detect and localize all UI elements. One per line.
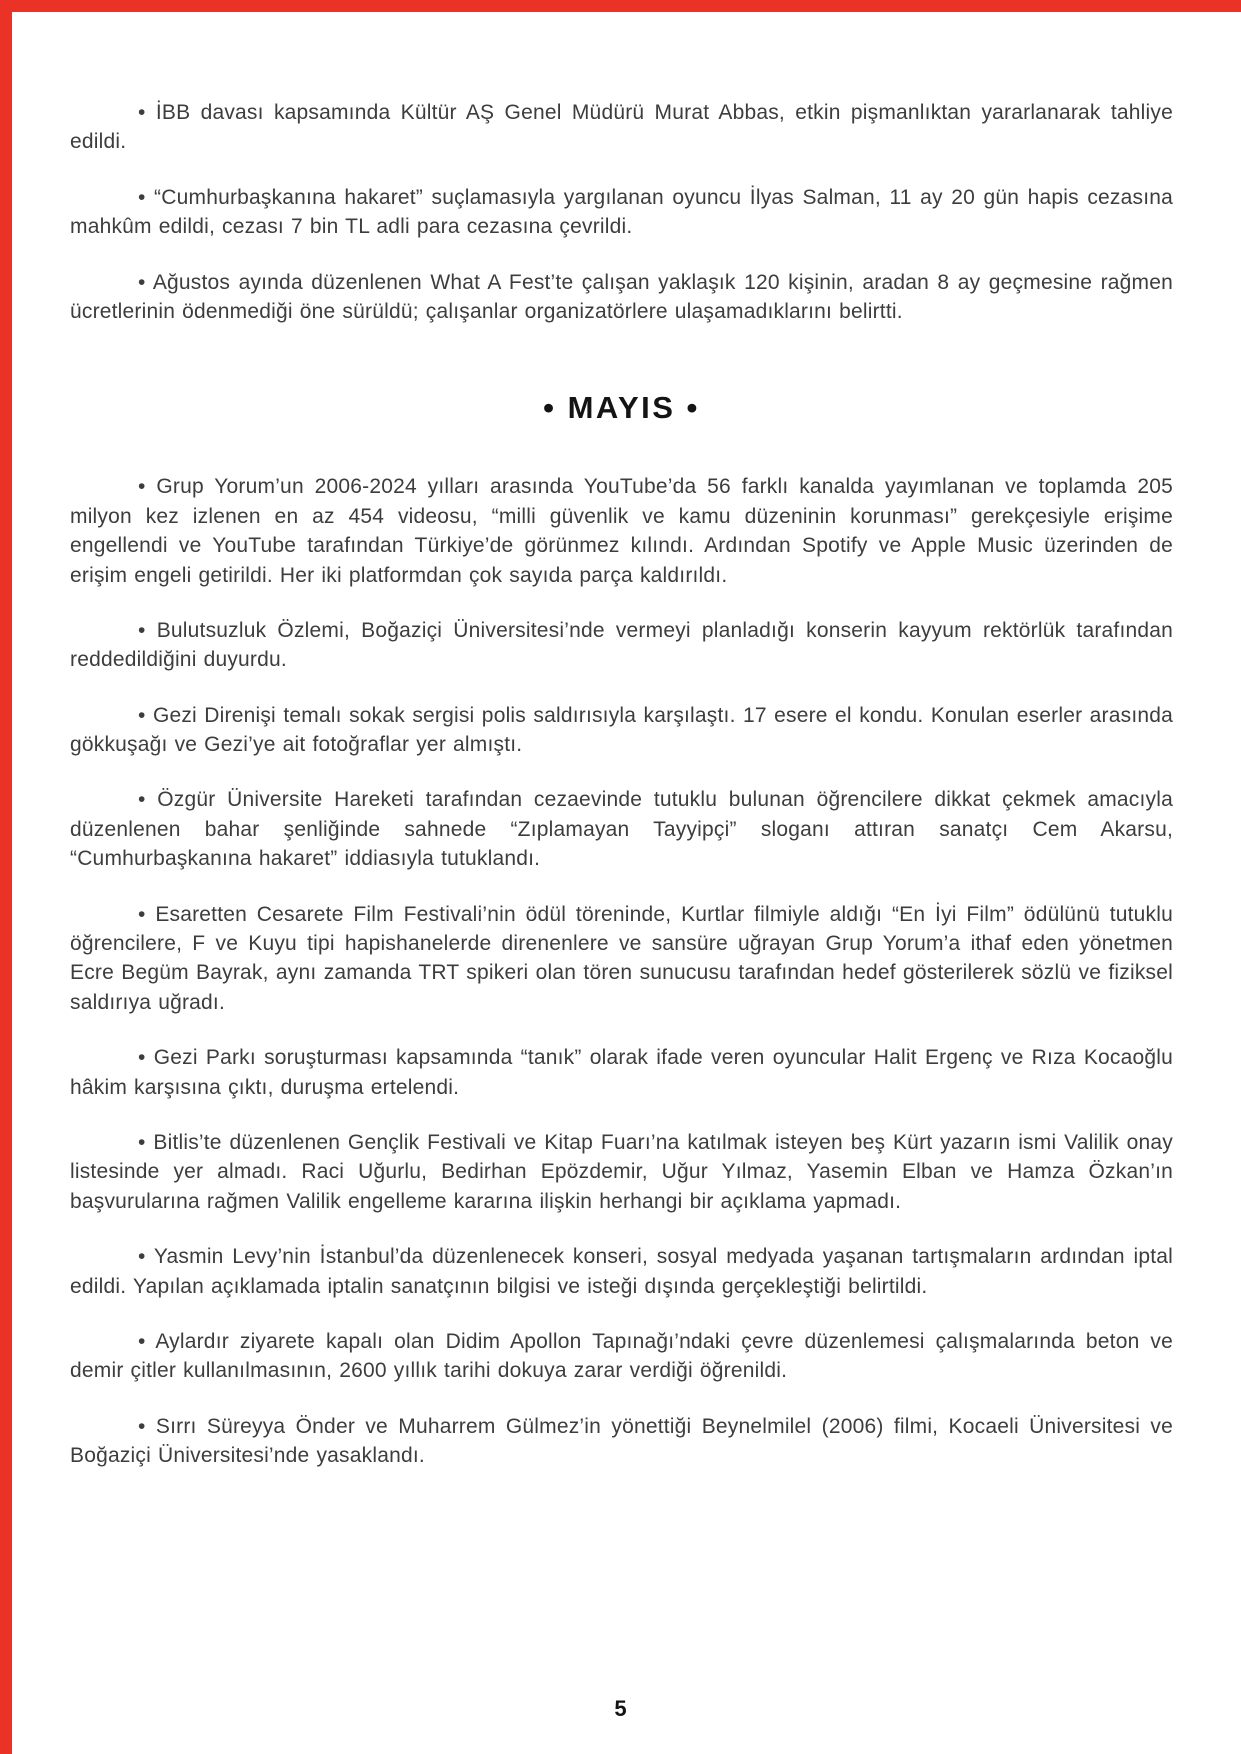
- news-item: • Aylardır ziyarete kapalı olan Didim Apollon Tapınağı’ndaki çevre düzenlemesi çalışmalarında beton ve demir çitler kullanılmasının, 2600 yıllık tarihi dokuya zarar verdiği öğrenildi.: [70, 1329, 1173, 1383]
- news-item: • Ağustos ayında düzenlenen What A Fest’te çalışan yaklaşık 120 kişinin, aradan 8 ay geçmesine rağmen ücretlerinin ödenmediği öne sürüldü; çalışanlar organizatörlere ulaşamadıklarını belirtti.: [70, 270, 1173, 323]
- news-item: • İBB davası kapsamında Kültür AŞ Genel Müdürü Murat Abbas, etkin pişmanlıktan yararlanarak tahliye edildi.: [70, 101, 1173, 154]
- news-item: • Sırrı Süreyya Önder ve Muharrem Gülmez’in yönettiği Beynelmilel (2006) filmi, Kocaeli Üniversitesi ve Boğaziçi Üniversitesi’nde yasaklandı.: [70, 1414, 1173, 1468]
- page-number: 5: [614, 1696, 627, 1721]
- news-item: • Gezi Direnişi temalı sokak sergisi polis saldırısıyla karşılaştı. 17 esere el kondu. Konulan eserler arasında gökkuşağı ve Gezi’ye ait fotoğraflar yer almıştı.: [70, 703, 1173, 757]
- news-item: • Bitlis’te düzenlenen Gençlik Festivali ve Kitap Fuarı’na katılmak isteyen beş Kürt yazarın ismi Valilik onay listesinde yer almadı. Raci Uğurlu, Bedirhan Epözdemir, Uğur Yılmaz, Yasemin Elban ve Hamza Özkan’ın başvurularına rağmen Valilik engelleme kararına ilişkin herhangi bir açıklama yapmadı.: [70, 1130, 1173, 1213]
- news-item: • Özgür Üniversite Hareketi tarafından cezaevinde tutuklu bulunan öğrencilere dikkat çekmek amacıyla düzenlenen bahar şenliğinde sahnede “Zıplamayan Tayyipçi” sloganı attıran sanatçı Cem Akarsu, “Cumhurbaşkanına hakaret” iddiasıyla tutuklandı.: [70, 788, 1173, 871]
- news-item: • Esaretten Cesarete Film Festivali’nin ödül töreninde, Kurtlar filmiyle aldığı “En İyi Film” ödülünü tutuklu öğrencilere, F ve Kuyu tipi hapishanelerde direnenlere ve sansüre uğrayan Grup Yorum’a ithaf eden yönetmen Ecre Begüm Bayrak, aynı zamanda TRT spikeri olan tören sunucusu tarafından hedef gösterilerek sözlü ve fiziksel saldırıya uğradı.: [70, 902, 1173, 1014]
- news-item: • Bulutsuzluk Özlemi, Boğaziçi Üniversitesi’nde vermeyi planladığı konserin kayyum rektörlük tarafından reddedildiğini duyurdu.: [70, 618, 1173, 672]
- section-title-mayis: • MAYIS •: [543, 390, 700, 426]
- news-item: • Yasmin Levy’nin İstanbul’da düzenlenecek konseri, sosyal medyada yaşanan tartışmaların ardından iptal edildi. Yapılan açıklamada iptalin sanatçının bilgisi ve isteği dışında gerçekleştiği belirtildi.: [70, 1245, 1173, 1298]
- news-item: • “Cumhurbaşkanına hakaret” suçlamasıyla yargılanan oyuncu İlyas Salman, 11 ay 20 gün hapis cezasına mahkûm edildi, cezası 7 bin TL adli para cezasına çevrildi.: [70, 185, 1173, 239]
- news-item: • Gezi Parkı soruşturması kapsamında “tanık” olarak ifade veren oyuncular Halit Ergenç ve Rıza Kocaoğlu hâkim karşısına çıktı, duruşma ertelendi.: [70, 1046, 1173, 1099]
- news-item: • Grup Yorum’un 2006-2024 yılları arasında YouTube’da 56 farklı kanalda yayımlanan ve toplamda 205 milyon kez izlenen en az 454 videosu, “milli güvenlik ve kamu düzeninin korunması” gerekçesiyle erişime engellendi ve YouTube tarafından Türkiye’de görünmez kılındı. Ardından Spotify ve Apple Music üzerinden de erişim engeli getirildi. Her iki platformdan çok sayıda parça kaldırıldı.: [70, 475, 1173, 587]
